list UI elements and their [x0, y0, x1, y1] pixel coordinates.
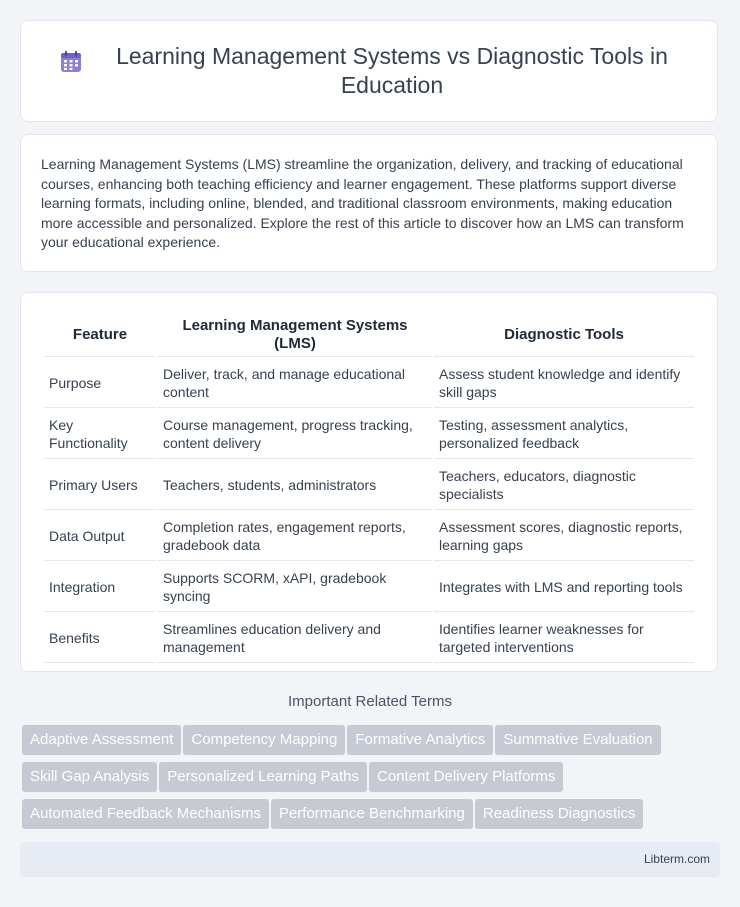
header-diagnostic-tools: Diagnostic Tools [434, 311, 694, 357]
calendar-icon [59, 50, 83, 74]
table-row [44, 461, 694, 510]
diagnostic-cell: Assess student knowledge and identify skill gaps [434, 359, 694, 408]
title-wrap [59, 42, 679, 100]
lms-cell: Supports SCORM, xAPI, gradebook syncing [158, 563, 432, 612]
footer [20, 842, 720, 877]
comparison-table-card [20, 292, 718, 672]
table-row [44, 512, 694, 561]
lms-cell: Teachers, students, administrators [158, 461, 432, 510]
feature-cell: Primary Users [44, 461, 156, 510]
page-title: Learning Management Systems vs Diagnostic Tools in Education [116, 43, 668, 98]
title-card [20, 20, 718, 122]
tag-competency-mapping[interactable]: Competency Mapping [183, 725, 345, 755]
table-row [44, 359, 694, 408]
feature-cell: Benefits [44, 614, 156, 663]
lms-cell: Streamlines education delivery and management [158, 614, 432, 663]
feature-cell: Integration [44, 563, 156, 612]
header-feature: Feature [44, 311, 156, 357]
tag-readiness-diagnostics[interactable]: Readiness Diagnostics [475, 799, 644, 829]
tag-adaptive-assessment[interactable]: Adaptive Assessment [22, 725, 181, 755]
tag-performance-benchmarking[interactable]: Performance Benchmarking [271, 799, 473, 829]
comparison-table [42, 309, 696, 665]
feature-cell: Key Functionality [44, 410, 156, 459]
feature-cell: Data Output [44, 512, 156, 561]
tag-personalized-learning-paths[interactable]: Personalized Learning Paths [159, 762, 367, 792]
table-row [44, 614, 694, 663]
diagnostic-cell: Teachers, educators, diagnostic specialists [434, 461, 694, 510]
tag-summative-evaluation[interactable]: Summative Evaluation [495, 725, 660, 755]
table-row [44, 410, 694, 459]
related-terms-heading: Important Related Terms [288, 693, 452, 710]
diagnostic-cell: Identifies learner weaknesses for targeted interventions [434, 614, 694, 663]
table-row [44, 563, 694, 612]
header-lms: Learning Management Systems (LMS) [158, 311, 432, 357]
lms-cell: Course management, progress tracking, content delivery [158, 410, 432, 459]
lms-cell: Completion rates, engagement reports, gradebook data [158, 512, 432, 561]
table-header-row [44, 311, 694, 357]
diagnostic-cell: Integrates with LMS and reporting tools [434, 563, 694, 612]
tag-skill-gap-analysis[interactable]: Skill Gap Analysis [22, 762, 157, 792]
footer-site-link[interactable]: Libterm.com [643, 852, 710, 866]
intro-paragraph: Learning Management Systems (LMS) streamline the organization, delivery, and tracking of educational courses, enhancing both teaching efficiency and learner engagement. These platforms support diverse learning formats, including online, blended, and traditional classroom environments, making education more accessible and personalized. Explore the rest of this article to discover how an LMS can transform your educational experience. [41, 156, 684, 250]
related-terms-list [22, 725, 722, 836]
tag-content-delivery-platforms[interactable]: Content Delivery Platforms [369, 762, 563, 792]
tag-automated-feedback-mechanisms[interactable]: Automated Feedback Mechanisms [22, 799, 269, 829]
diagnostic-cell: Testing, assessment analytics, personalized feedback [434, 410, 694, 459]
feature-cell: Purpose [44, 359, 156, 408]
lms-cell: Deliver, track, and manage educational content [158, 359, 432, 408]
tag-formative-analytics[interactable]: Formative Analytics [347, 725, 493, 755]
diagnostic-cell: Assessment scores, diagnostic reports, learning gaps [434, 512, 694, 561]
intro-card [20, 134, 718, 272]
